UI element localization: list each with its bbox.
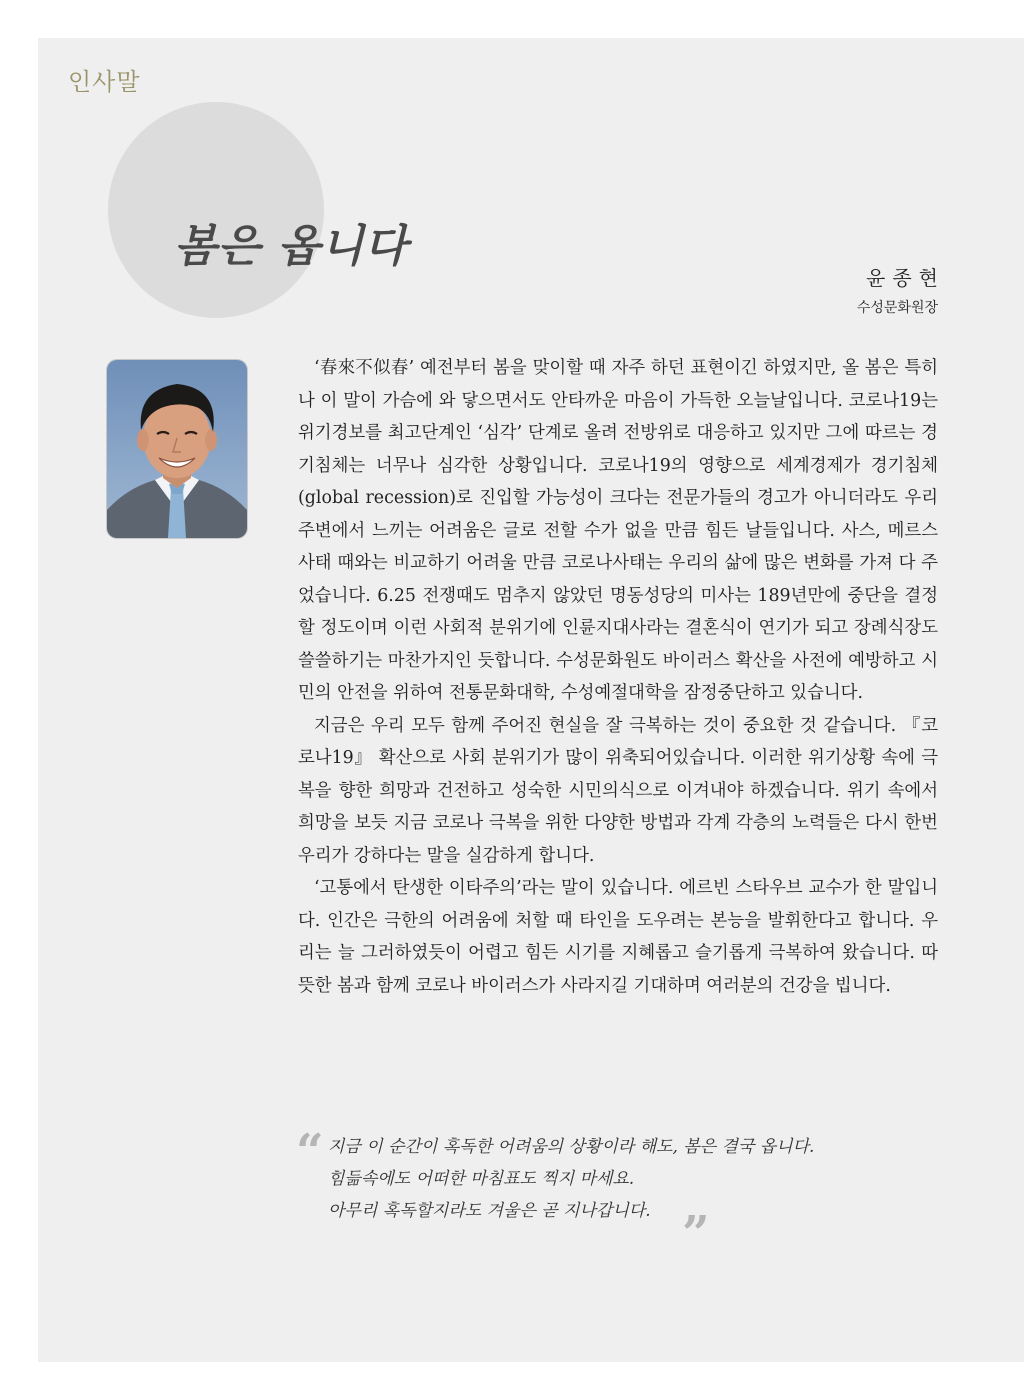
author-portrait xyxy=(107,360,247,538)
close-quote-mark: ” xyxy=(682,1206,710,1262)
page xyxy=(38,38,1024,1362)
section-label: 인사말 xyxy=(68,68,141,96)
author-role: 수성문화원장 xyxy=(856,300,938,316)
quote-line: 힘듦속에도 어떠한 마침표도 찍지 마세요. xyxy=(328,1169,635,1189)
body-paragraph: ‘春來不似春’ 예전부터 봄을 맞이할 때 자주 하던 표현이긴 하였지만, 올 봄은 특히나 이 말이 가슴에 와 닿으면서도 안타까운 마음이 가득한 오늘날입니다. 코로나19는 위기경보를 최고단계인 ‘심각’ 단계로 올려 전방위로 대응하고 있지만 그에 따르는 경기침체는 너무나 심각한 상황입니다. 코로나19의 영향으로 세계경제가 경기침체(global recession)로 진입할 가능성이 크다는 전문가들의 경고가 아니더라도 우리 주변에서 느끼는 어려움은 글로 전할 수가 없을 만큼 힘든 날들입니다. 사스, 메르스 사태 때와는 비교하기 어려울 만큼 코로나사태는 우리의 삶에 많은 변화를 가져 다 주었습니다. 6.25 전쟁때도 멈추지 않았던 명동성당의 미사는 189년만에 중단을 결정할 정도이며 이런 사회적 분위기에 인륜지대사라는 결혼식이 연기가 되고 장례식장도 쓸쓸하기는 마찬가지인 듯합니다. 수성문화원도 바이러스 확산을 사전에 예방하고 시민의 안전을 위하여 전통문화대학, 수성예절대학을 잠정중단하고 있습니다. xyxy=(298,358,938,703)
quote-line: 지금 이 순간이 혹독한 어려움의 상황이라 해도, 봄은 결국 옵니다. xyxy=(328,1137,815,1157)
open-quote-mark: “ xyxy=(296,1124,324,1180)
greeting-body xyxy=(298,352,938,1002)
page-title: 봄은 옵니다 xyxy=(174,221,408,272)
portrait-photo xyxy=(107,360,247,538)
author-block xyxy=(856,262,945,317)
author-name: 윤종현 xyxy=(866,266,945,290)
quote-line: 아무리 혹독할지라도 겨울은 곧 지나갑니다. xyxy=(328,1201,651,1221)
body-paragraph: ‘고통에서 탄생한 이타주의’라는 말이 있습니다. 에르빈 스타우브 교수가 한 말입니다. 인간은 극한의 어려움에 처할 때 타인을 도우려는 본능을 발휘한다고 합니다. 우리는 늘 그러하였듯이 어렵고 힘든 시기를 지혜롭고 슬기롭게 극복하여 왔습니다. 따뜻한 봄과 함께 코로나 바이러스가 사라지길 기대하며 여러분의 건강을 빕니다. xyxy=(298,878,938,996)
body-paragraph: 지금은 우리 모두 함께 주어진 현실을 잘 극복하는 것이 중요한 것 같습니다. 『코로나19』 확산으로 사회 분위기가 많이 위축되어있습니다. 이러한 위기상황 속에 극복을 향한 희망과 건전하고 성숙한 시민의식으로 이겨내야 하겠습니다. 위기 속에서 희망을 보듯 지금 코로나 극복을 위한 다양한 방법과 각계 각층의 노력들은 다시 한번 우리가 강하다는 말을 실감하게 합니다. xyxy=(298,715,938,866)
closing-quote xyxy=(328,1131,814,1227)
